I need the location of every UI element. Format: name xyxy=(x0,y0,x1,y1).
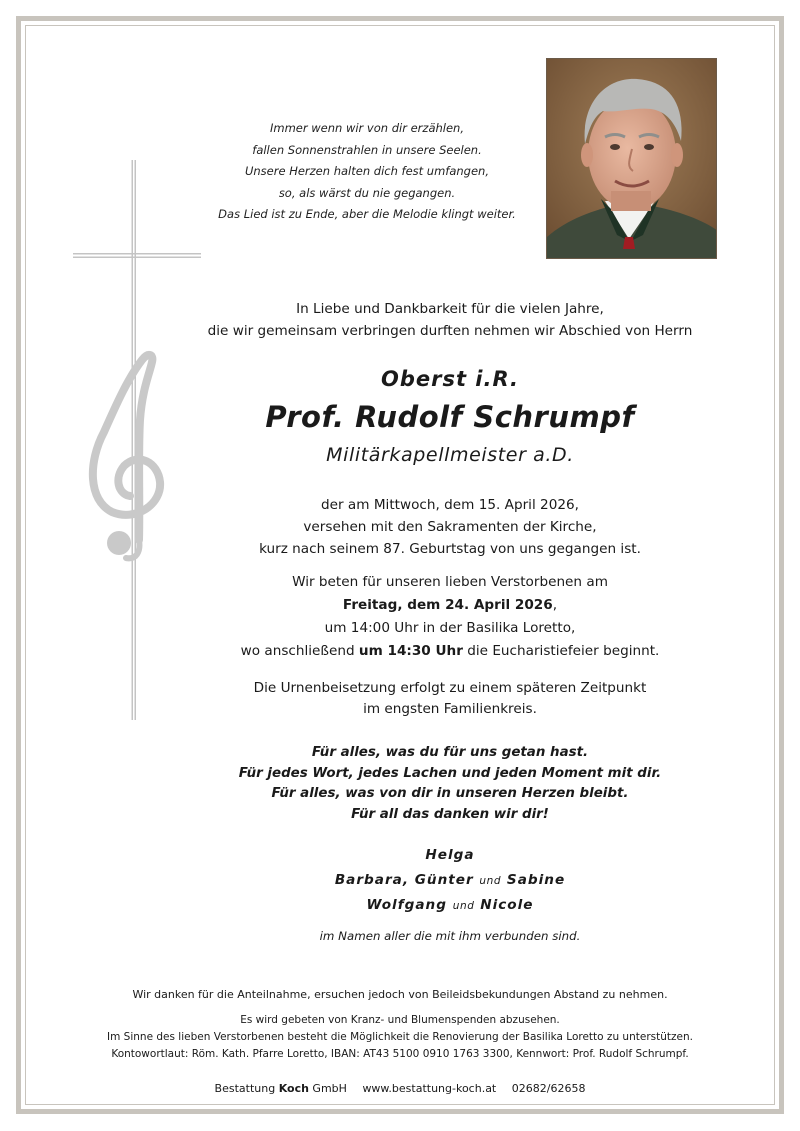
poem-line: Immer wenn wir von dir erzählen, xyxy=(269,121,464,135)
intro-line: die wir gemeinsam verbringen durften nehmen wir Abschied von Herrn xyxy=(207,323,693,339)
death-line: kurz nach seinem 87. Geburtstag von uns gegangen ist. xyxy=(259,541,641,557)
funeral-home-website[interactable]: www.bestattung-koch.at xyxy=(362,1082,497,1095)
family-line xyxy=(195,893,705,919)
funeral-home-name xyxy=(215,1082,347,1095)
service-date: Freitag, dem 24. April 2026 xyxy=(342,597,553,613)
footer-note: Kontowortlaut: Röm. Kath. Pfarre Loretto, IBAN: AT43 5100 0910 1763 3300, Kennwort: Prof. Rudolf Schrumpf. xyxy=(111,1048,689,1060)
urn-line: Die Urnenbeisetzung erfolgt zu einem späteren Zeitpunkt xyxy=(253,680,647,696)
footer-note: Im Sinne des lieben Verstorbenen besteht die Möglichkeit die Renovierung der Basilika Loretto zu unterstützen. xyxy=(107,1031,693,1043)
poem-closing-line: Das Lied ist zu Ende, aber die Melodie klingt weiter. xyxy=(218,207,516,221)
death-line: versehen mit den Sakramenten der Kirche, xyxy=(303,519,597,535)
death-line: der am Mittwoch, dem 15. April 2026, xyxy=(321,497,579,513)
portrait-photo xyxy=(546,58,717,259)
funeral-service-details xyxy=(195,571,705,663)
deceased-position: Militärkapellmeister a.D. xyxy=(326,444,574,466)
deceased-rank: Oberst i.R. xyxy=(380,367,520,391)
thanks-poem xyxy=(195,743,705,825)
funeral-home-prefix: Bestattung xyxy=(214,1082,279,1095)
family-signatures xyxy=(195,843,705,919)
deceased-name: Prof. Rudolf Schrumpf xyxy=(265,400,635,434)
funeral-home-suffix: GmbH xyxy=(308,1082,347,1095)
intro-text xyxy=(195,298,705,342)
intro-line: In Liebe und Dankbarkeit für die vielen Jahre, xyxy=(296,301,604,317)
death-notice xyxy=(195,494,705,560)
footer-notes xyxy=(60,1012,740,1063)
service-eucharist-time: um 14:30 Uhr xyxy=(358,643,463,659)
urn-burial-notice xyxy=(195,678,705,720)
funeral-home-brand: Koch xyxy=(278,1082,309,1095)
service-eucharist-line xyxy=(195,640,705,663)
family-members: Barbara, Günter xyxy=(334,871,474,888)
family-member: Sabine xyxy=(506,871,566,888)
thanks-line: Für all das danken wir dir! xyxy=(351,806,549,822)
family-and: und xyxy=(479,874,502,887)
funeral-home-info xyxy=(60,1082,740,1095)
family-member: Helga xyxy=(425,847,475,863)
poem-line: Unsere Herzen halten dich fest umfangen, xyxy=(244,164,490,178)
family-member: Wolfgang xyxy=(366,897,447,913)
footer-thanks: Wir danken für die Anteilnahme, ersuchen jedoch von Beileidsbekundungen Abstand zu nehmen. xyxy=(132,988,668,1001)
poem-line: fallen Sonnenstrahlen in unsere Seelen. xyxy=(252,142,482,157)
thanks-line: Für alles, was du für uns getan hast. xyxy=(311,745,589,760)
thanks-line: Für jedes Wort, jedes Lachen und jeden Moment mit dir. xyxy=(238,765,662,781)
service-line: Wir beten für unseren lieben Verstorbenen am xyxy=(292,574,608,590)
memorial-poem xyxy=(200,118,534,226)
service-eucharist-pre: wo anschließend xyxy=(240,643,359,659)
footer-note: Es wird gebeten von Kranz- und Blumenspenden abzusehen. xyxy=(240,1014,560,1026)
family-member: Nicole xyxy=(480,897,534,913)
portrait-image xyxy=(547,59,717,259)
funeral-home-phone[interactable]: 02682/62658 xyxy=(511,1082,586,1095)
treble-clef-icon xyxy=(93,355,160,558)
poem-line: so, als wärst du nie gegangen. xyxy=(278,185,456,200)
family-line xyxy=(195,868,705,894)
family-and: und xyxy=(452,900,475,912)
service-date-line xyxy=(195,594,705,617)
on-behalf-line: im Namen aller die mit ihm verbunden sind. xyxy=(319,929,581,943)
service-line: um 14:00 Uhr in der Basilika Loretto, xyxy=(324,620,576,636)
thanks-line: Für alles, was von dir in unseren Herzen bleibt. xyxy=(271,786,629,801)
clef-dot-icon xyxy=(107,531,131,555)
service-eucharist-post: die Eucharistiefeier beginnt. xyxy=(462,643,660,659)
urn-line: im engsten Familienkreis. xyxy=(363,701,537,717)
service-date-suffix: , xyxy=(552,597,558,613)
